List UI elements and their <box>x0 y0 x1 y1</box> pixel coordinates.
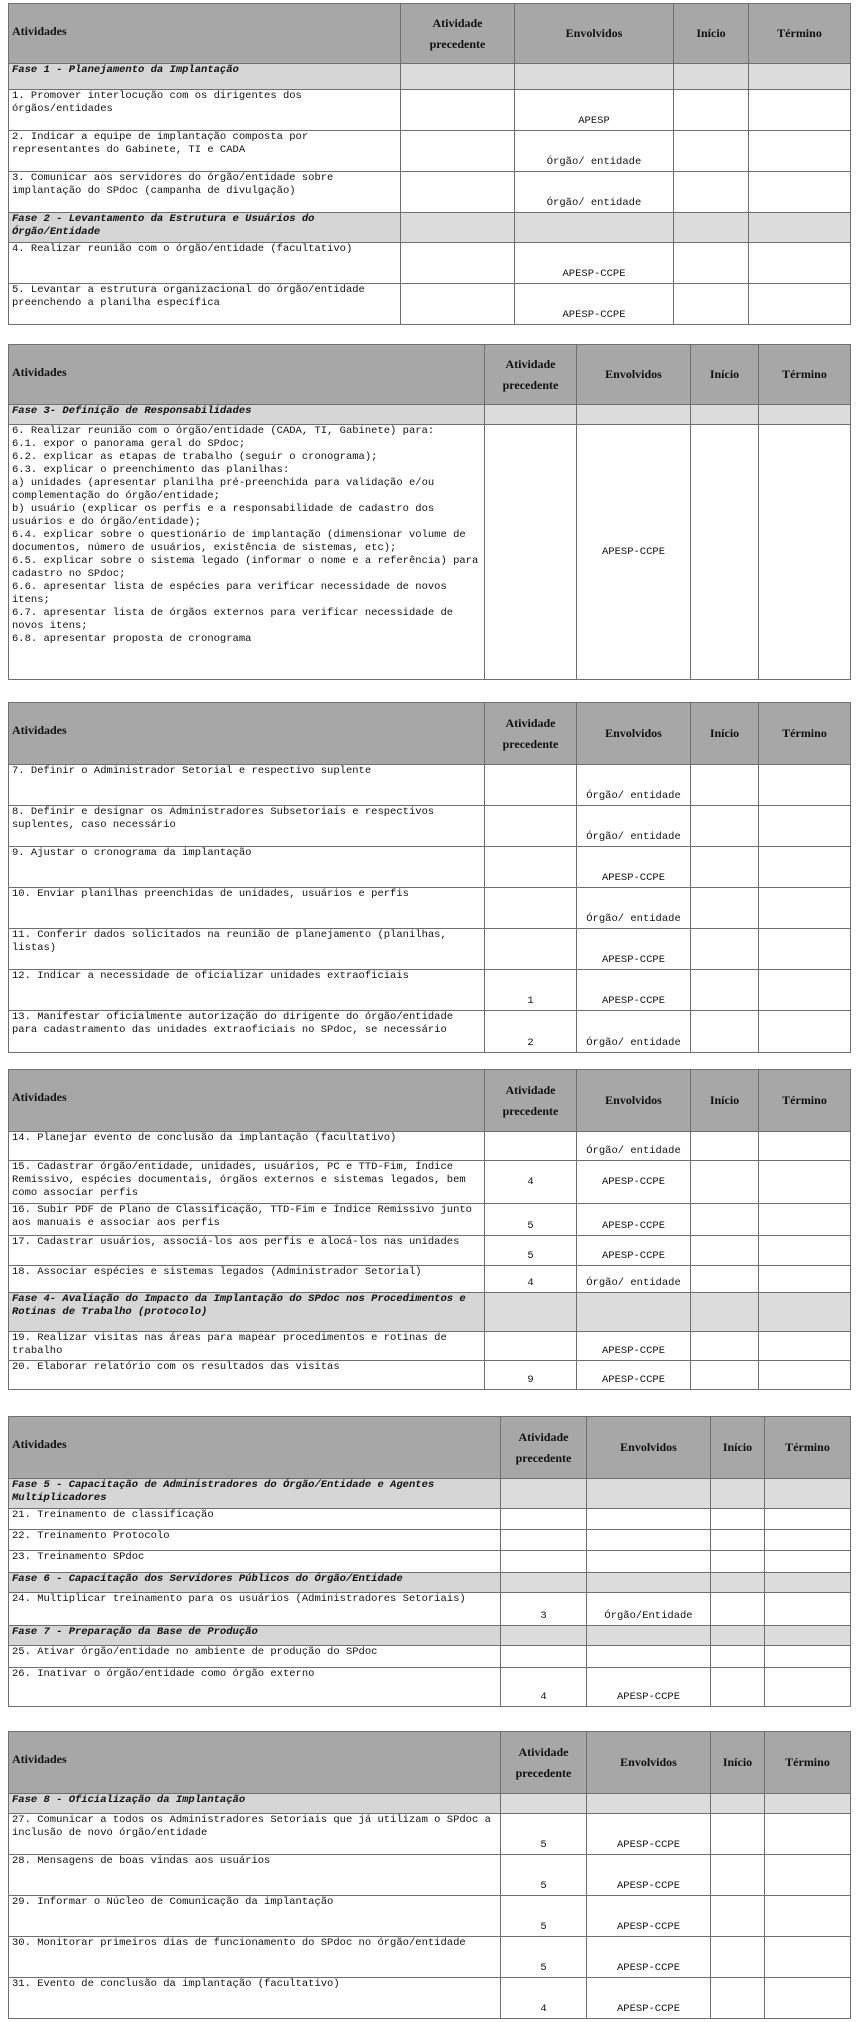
envolvidos-cell <box>587 1530 711 1551</box>
inicio-cell <box>711 1551 765 1573</box>
inicio-cell <box>711 1855 765 1896</box>
precedent-cell: 3 <box>501 1593 587 1626</box>
table-row <box>9 888 851 929</box>
table-row <box>9 1551 851 1573</box>
termino-cell <box>759 929 851 970</box>
header-row <box>9 1417 851 1479</box>
header-atividades: Atividades <box>9 703 485 765</box>
header-envolvidos: Envolvidos <box>587 1417 711 1479</box>
termino-cell <box>765 1978 851 2019</box>
table-row <box>9 1011 851 1053</box>
activity-cell: 6. Realizar reunião com o órgão/entidade (CADA, TI, Gabinete) para: 6.1. expor o panorama geral do SPdoc; 6.2. explicar as etapas de trabalho (seguir o cronograma); 6.3. explicar o preenchimento das planilhas: a) unidades (apresentar planilha pré-preenchida para validação e/ou complementação do órgão/entidade; b) usuário (explicar os perfis e a responsabilidade de cadastro dos usuários e do órgão/entidade); 6.4. explicar sobre o questionário de implantação (dimensionar volume de documentos, número de usuários, existência de sistemas, etc); 6.5. explicar sobre o sistema legado (informar o nome e a referência) para cadastro no SPdoc; 6.6. apresentar lista de espécies para verificar necessidade de novos itens; 6.7. apresentar lista de órgãos externos para verificar necessidade de novos itens; 6.8. apresentar proposta de cronograma <box>9 425 485 680</box>
table-row <box>9 1978 851 2019</box>
header-envolvidos: Envolvidos <box>577 1070 691 1132</box>
precedent-cell: 5 <box>501 1937 587 1978</box>
activity-cell: 28. Mensagens de boas vindas aos usuários <box>9 1855 501 1896</box>
table-row <box>9 1509 851 1530</box>
phase-title: Fase 2 - Levantamento da Estrutura e Usuários do Órgão/Entidade <box>9 213 401 243</box>
precedent-cell <box>485 847 577 888</box>
activity-cell: 17. Cadastrar usuários, associá-los aos perfis e alocá-los nas unidades <box>9 1236 485 1266</box>
activity-cell: 11. Conferir dados solicitados na reunião de planejamento (planilhas, listas) <box>9 929 485 970</box>
table-row <box>9 1161 851 1204</box>
schedule-table-6 <box>8 1731 851 2019</box>
table-row <box>9 425 851 680</box>
precedent-cell: 4 <box>501 1978 587 2019</box>
envolvidos-cell: APESP-CCPE <box>587 1937 711 1978</box>
envolvidos-cell: APESP-CCPE <box>515 243 674 284</box>
activity-cell: 1. Promover interlocução com os dirigentes dos órgãos/entidades <box>9 90 401 131</box>
activity-cell: 5. Levantar a estrutura organizacional do órgão/entidade preenchendo a planilha específica <box>9 284 401 325</box>
activity-cell: 20. Elaborar relatório com os resultados das visitas <box>9 1361 485 1390</box>
phase-title: Fase 5 - Capacitação de Administradores do Órgão/Entidade e Agentes Multiplicadores <box>9 1479 501 1509</box>
envolvidos-cell: Órgão/ entidade <box>577 1266 691 1293</box>
header-termino: Término <box>759 345 851 405</box>
inicio-cell <box>674 284 749 325</box>
termino-cell <box>749 90 851 131</box>
inicio-cell <box>674 90 749 131</box>
envolvidos-cell: APESP-CCPE <box>587 1668 711 1707</box>
precedent-cell <box>501 1509 587 1530</box>
termino-cell <box>749 243 851 284</box>
envolvidos-cell: Órgão/Entidade <box>587 1593 711 1626</box>
activity-cell: 14. Planejar evento de conclusão da implantação (facultativo) <box>9 1132 485 1161</box>
table-row <box>9 1332 851 1361</box>
termino-cell <box>765 1551 851 1573</box>
envolvidos-cell: APESP-CCPE <box>577 847 691 888</box>
termino-cell <box>765 1530 851 1551</box>
precedent-cell <box>485 888 577 929</box>
precedent-cell <box>485 1332 577 1361</box>
table-row <box>9 929 851 970</box>
header-atividade-precedente: Atividade precedente <box>401 4 515 64</box>
inicio-cell <box>691 1161 759 1204</box>
termino-cell <box>759 1204 851 1236</box>
envolvidos-cell: Órgão/ entidade <box>577 765 691 806</box>
termino-cell <box>765 1896 851 1937</box>
table-row <box>9 90 851 131</box>
termino-cell <box>765 1668 851 1707</box>
precedent-cell <box>401 243 515 284</box>
activity-cell: 9. Ajustar o cronograma da implantação <box>9 847 485 888</box>
precedent-cell <box>501 1530 587 1551</box>
header-termino: Término <box>759 1070 851 1132</box>
table-row <box>9 1646 851 1668</box>
activity-cell: 13. Manifestar oficialmente autorização do dirigente do órgão/entidade para cadastramento das unidades extraoficiais no SPdoc, se necessário <box>9 1011 485 1053</box>
termino-cell <box>765 1646 851 1668</box>
phase-title: Fase 1 - Planejamento da Implantação <box>9 64 401 90</box>
header-inicio: Início <box>691 703 759 765</box>
table-row <box>9 1593 851 1626</box>
table-row <box>9 1266 851 1293</box>
precedent-cell: 4 <box>485 1266 577 1293</box>
envolvidos-cell: APESP-CCPE <box>577 1236 691 1266</box>
inicio-cell <box>691 1204 759 1236</box>
header-row <box>9 345 851 405</box>
phase-row <box>9 64 851 90</box>
header-atividades: Atividades <box>9 1070 485 1132</box>
envolvidos-cell: APESP-CCPE <box>577 1161 691 1204</box>
header-atividade-precedente: Atividade precedente <box>485 1070 577 1132</box>
envolvidos-cell: APESP-CCPE <box>587 1855 711 1896</box>
precedent-cell: 4 <box>501 1668 587 1707</box>
header-inicio: Início <box>711 1732 765 1794</box>
precedent-cell <box>401 172 515 213</box>
header-termino: Término <box>749 4 851 64</box>
termino-cell <box>759 970 851 1011</box>
table-row <box>9 1530 851 1551</box>
precedent-cell <box>501 1551 587 1573</box>
termino-cell <box>749 284 851 325</box>
precedent-cell <box>401 131 515 172</box>
termino-cell <box>759 1132 851 1161</box>
phase-row <box>9 1573 851 1593</box>
table-row <box>9 1204 851 1236</box>
header-inicio: Início <box>691 345 759 405</box>
header-atividades: Atividades <box>9 1732 501 1794</box>
termino-cell <box>759 1011 851 1053</box>
termino-cell <box>765 1593 851 1626</box>
header-envolvidos: Envolvidos <box>515 4 674 64</box>
table-row <box>9 1896 851 1937</box>
inicio-cell <box>711 1593 765 1626</box>
termino-cell <box>759 806 851 847</box>
termino-cell <box>759 1266 851 1293</box>
header-atividades: Atividades <box>9 1417 501 1479</box>
schedule-table-4 <box>8 1069 851 1390</box>
table-row <box>9 131 851 172</box>
activity-cell: 25. Ativar órgão/entidade no ambiente de produção do SPdoc <box>9 1646 501 1668</box>
table-row <box>9 1814 851 1855</box>
precedent-cell <box>401 90 515 131</box>
envolvidos-cell: APESP-CCPE <box>577 970 691 1011</box>
phase-row <box>9 405 851 425</box>
envolvidos-cell <box>587 1509 711 1530</box>
header-inicio: Início <box>711 1417 765 1479</box>
table-row <box>9 1236 851 1266</box>
termino-cell <box>749 172 851 213</box>
inicio-cell <box>711 1668 765 1707</box>
inicio-cell <box>691 847 759 888</box>
activity-cell: 30. Monitorar primeiros dias de funcionamento do SPdoc no órgão/entidade <box>9 1937 501 1978</box>
precedent-cell <box>485 765 577 806</box>
precedent-cell: 9 <box>485 1361 577 1390</box>
termino-cell <box>759 765 851 806</box>
termino-cell <box>765 1937 851 1978</box>
header-atividades: Atividades <box>9 4 401 64</box>
termino-cell <box>759 847 851 888</box>
termino-cell <box>765 1814 851 1855</box>
envolvidos-cell: APESP-CCPE <box>577 929 691 970</box>
precedent-cell <box>501 1646 587 1668</box>
table-row <box>9 1361 851 1390</box>
precedent-cell: 5 <box>485 1236 577 1266</box>
precedent-cell: 2 <box>485 1011 577 1053</box>
termino-cell <box>759 1361 851 1390</box>
precedent-cell: 5 <box>501 1855 587 1896</box>
header-envolvidos: Envolvidos <box>577 703 691 765</box>
phase-title: Fase 6 - Capacitação dos Servidores Públicos do Órgão/Entidade <box>9 1573 501 1593</box>
table-row <box>9 1937 851 1978</box>
header-atividade-precedente: Atividade precedente <box>501 1732 587 1794</box>
inicio-cell <box>711 1896 765 1937</box>
header-atividade-precedente: Atividade precedente <box>485 345 577 405</box>
inicio-cell <box>711 1530 765 1551</box>
activity-cell: 27. Comunicar a todos os Administradores Setoriais que já utilizam o SPdoc a inclusão de novo órgão/entidade <box>9 1814 501 1855</box>
inicio-cell <box>691 929 759 970</box>
envolvidos-cell: Órgão/ entidade <box>515 172 674 213</box>
activity-cell: 29. Informar o Núcleo de Comunicação da implantação <box>9 1896 501 1937</box>
termino-cell <box>765 1855 851 1896</box>
table-row <box>9 847 851 888</box>
table-row <box>9 765 851 806</box>
table-row <box>9 1668 851 1707</box>
header-atividade-precedente: Atividade precedente <box>485 703 577 765</box>
inicio-cell <box>711 1646 765 1668</box>
header-row <box>9 4 851 64</box>
inicio-cell <box>691 806 759 847</box>
activity-cell: 10. Enviar planilhas preenchidas de unidades, usuários e perfis <box>9 888 485 929</box>
envolvidos-cell: APESP-CCPE <box>577 1361 691 1390</box>
table-row <box>9 284 851 325</box>
phase-title: Fase 7 - Preparação da Base de Produção <box>9 1626 501 1646</box>
precedent-cell: 5 <box>501 1896 587 1937</box>
header-row <box>9 1732 851 1794</box>
header-atividade-precedente: Atividade precedente <box>501 1417 587 1479</box>
activity-cell: 21. Treinamento de classificação <box>9 1509 501 1530</box>
activity-cell: 8. Definir e designar os Administradores Subsetoriais e respectivos suplentes, caso necessário <box>9 806 485 847</box>
inicio-cell <box>674 243 749 284</box>
inicio-cell <box>674 172 749 213</box>
activity-cell: 4. Realizar reunião com o órgão/entidade (facultativo) <box>9 243 401 284</box>
envolvidos-cell: APESP-CCPE <box>577 425 691 680</box>
activity-cell: 12. Indicar a necessidade de oficializar unidades extraoficiais <box>9 970 485 1011</box>
inicio-cell <box>711 1814 765 1855</box>
inicio-cell <box>711 1509 765 1530</box>
schedule-table-5 <box>8 1416 851 1707</box>
termino-cell <box>759 425 851 680</box>
envolvidos-cell: APESP-CCPE <box>515 284 674 325</box>
envolvidos-cell: Órgão/ entidade <box>577 806 691 847</box>
inicio-cell <box>691 425 759 680</box>
envolvidos-cell: APESP-CCPE <box>577 1204 691 1236</box>
table-row <box>9 970 851 1011</box>
header-atividades: Atividades <box>9 345 485 405</box>
phase-row <box>9 1293 851 1332</box>
activity-cell: 3. Comunicar aos servidores do órgão/entidade sobre implantação do SPdoc (campanha de divulgação) <box>9 172 401 213</box>
inicio-cell <box>691 1332 759 1361</box>
inicio-cell <box>711 1978 765 2019</box>
envolvidos-cell: APESP-CCPE <box>587 1978 711 2019</box>
precedent-cell <box>485 929 577 970</box>
activity-cell: 15. Cadastrar órgão/entidade, unidades, usuários, PC e TTD-Fim, Índice Remissivo, espécies documentais, órgãos externos e sistemas legados, bem como associar perfis <box>9 1161 485 1204</box>
precedent-cell <box>485 1132 577 1161</box>
activity-cell: 24. Multiplicar treinamento para os usuários (Administradores Setoriais) <box>9 1593 501 1626</box>
precedent-cell: 4 <box>485 1161 577 1204</box>
envolvidos-cell: APESP-CCPE <box>587 1896 711 1937</box>
inicio-cell <box>691 888 759 929</box>
envolvidos-cell <box>587 1551 711 1573</box>
inicio-cell <box>691 765 759 806</box>
termino-cell <box>759 888 851 929</box>
envolvidos-cell: Órgão/ entidade <box>577 888 691 929</box>
header-inicio: Início <box>674 4 749 64</box>
inicio-cell <box>691 970 759 1011</box>
phase-row <box>9 213 851 243</box>
inicio-cell <box>711 1937 765 1978</box>
table-row <box>9 1855 851 1896</box>
precedent-cell <box>485 425 577 680</box>
inicio-cell <box>691 1361 759 1390</box>
table-row <box>9 172 851 213</box>
inicio-cell <box>691 1266 759 1293</box>
header-envolvidos: Envolvidos <box>587 1732 711 1794</box>
precedent-cell: 5 <box>485 1204 577 1236</box>
header-row <box>9 1070 851 1132</box>
header-termino: Término <box>765 1732 851 1794</box>
table-row <box>9 806 851 847</box>
activity-cell: 2. Indicar a equipe de implantação composta por representantes do Gabinete, TI e CADA <box>9 131 401 172</box>
activity-cell: 31. Evento de conclusão da implantação (facultativo) <box>9 1978 501 2019</box>
precedent-cell <box>401 284 515 325</box>
schedule-table-1 <box>8 3 851 325</box>
phase-title: Fase 4- Avaliação do Impacto da Implantação do SPdoc nos Procedimentos e Rotinas de Trabalho (protocolo) <box>9 1293 485 1332</box>
header-row <box>9 703 851 765</box>
envolvidos-cell: APESP <box>515 90 674 131</box>
termino-cell <box>759 1236 851 1266</box>
precedent-cell: 5 <box>501 1814 587 1855</box>
activity-cell: 16. Subir PDF de Plano de Classificação, TTD-Fim e Índice Remissivo junto aos manuais e associar aos perfis <box>9 1204 485 1236</box>
activity-cell: 7. Definir o Administrador Setorial e respectivo suplente <box>9 765 485 806</box>
envolvidos-cell: Órgão/ entidade <box>577 1132 691 1161</box>
phase-title: Fase 3- Definição de Responsabilidades <box>9 405 485 425</box>
termino-cell <box>765 1509 851 1530</box>
termino-cell <box>759 1161 851 1204</box>
schedule-table-3 <box>8 702 851 1053</box>
inicio-cell <box>691 1132 759 1161</box>
schedule-table-2 <box>8 344 851 680</box>
phase-row <box>9 1479 851 1509</box>
activity-cell: 19. Realizar visitas nas áreas para mapear procedimentos e rotinas de trabalho <box>9 1332 485 1361</box>
activity-cell: 18. Associar espécies e sistemas legados (Administrador Setorial) <box>9 1266 485 1293</box>
envolvidos-cell: APESP-CCPE <box>577 1332 691 1361</box>
precedent-cell: 1 <box>485 970 577 1011</box>
termino-cell <box>749 131 851 172</box>
envolvidos-cell: APESP-CCPE <box>587 1814 711 1855</box>
inicio-cell <box>691 1236 759 1266</box>
inicio-cell <box>674 131 749 172</box>
precedent-cell <box>485 806 577 847</box>
phase-title: Fase 8 - Oficialização da Implantação <box>9 1794 501 1814</box>
envolvidos-cell: Órgão/ entidade <box>515 131 674 172</box>
header-inicio: Início <box>691 1070 759 1132</box>
inicio-cell <box>691 1011 759 1053</box>
phase-row <box>9 1794 851 1814</box>
envolvidos-cell: Órgão/ entidade <box>577 1011 691 1053</box>
header-termino: Término <box>765 1417 851 1479</box>
table-row <box>9 1132 851 1161</box>
activity-cell: 26. Inativar o órgão/entidade como órgão externo <box>9 1668 501 1707</box>
activity-cell: 23. Treinamento SPdoc <box>9 1551 501 1573</box>
table-row <box>9 243 851 284</box>
envolvidos-cell <box>587 1646 711 1668</box>
phase-row <box>9 1626 851 1646</box>
header-envolvidos: Envolvidos <box>577 345 691 405</box>
termino-cell <box>759 1332 851 1361</box>
activity-cell: 22. Treinamento Protocolo <box>9 1530 501 1551</box>
header-termino: Término <box>759 703 851 765</box>
